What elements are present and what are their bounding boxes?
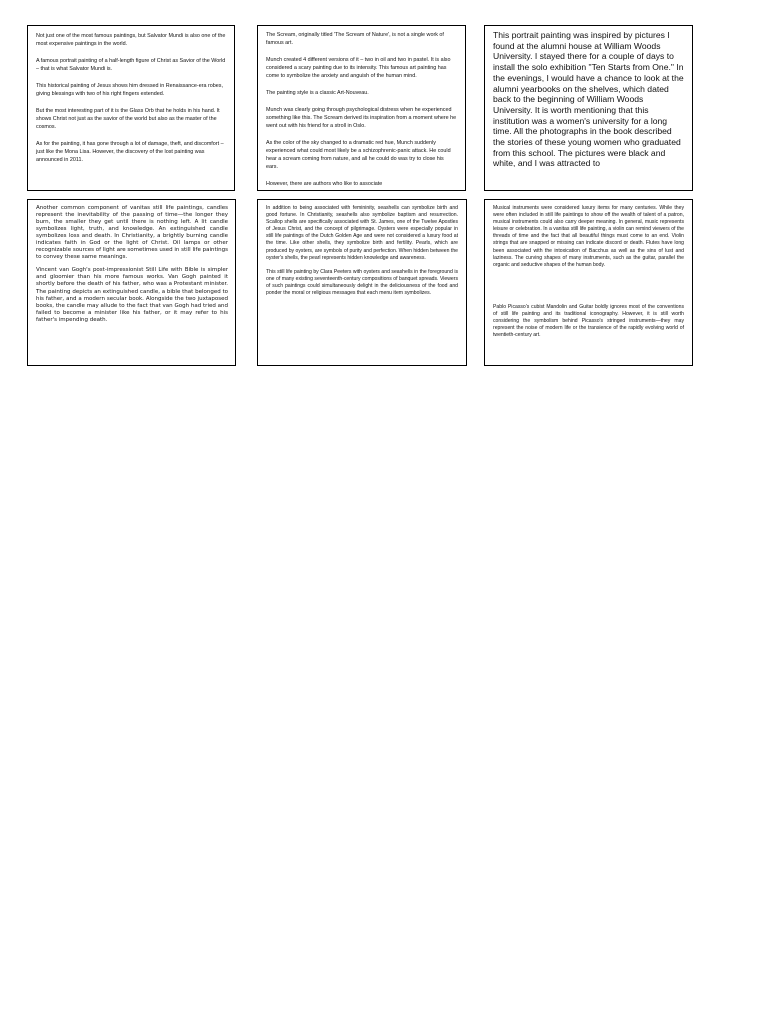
scream-paragraph-5: As the color of the sky changed to a dramatic red hue, Munch suddenly experienced what could most likely be a schizophrenic-panic attack. He could hear a scream coming from nature, and all he could do was try to close his ears.: [266, 140, 451, 170]
the-scream-text-box: [257, 25, 466, 191]
portrait-painting-text-box: [484, 25, 693, 191]
seashell-paragraph-1: In addition to being associated with femininity, seashells can symbolize birth and good fortune. In Christianity, seashells also symbolize baptism and resurrection. Scallop shells are specifically associated with St. James, one of the Twelve Apostles of Jesus Christ, and the concept of pilgrimage. Oysters were especially popular in still life paintings of the Dutch Golden Age and were not considered a luxury food at the time. Like other shells, they symbolize birth and fertility. Pearls, which are produced by oysters, are symbols of purity and perfection. When hidden between the oyster's shells, the pearl represents hidden knowledge and awareness.: [266, 205, 458, 261]
music-paragraph-2: Pablo Picasso's cubist Mandolin and Guitar boldly ignores most of the conventions of still life painting and its traditional iconography. However, it is still worth considering the symbolism behind Picasso's stringed instruments—they may represent the noise of modern life or the transience of the rapidly evolving world of twentieth-century art.: [493, 303, 684, 339]
salvator-paragraph-3: This historical painting of Jesus shows him dressed in Renaissance-era robes, giving blessings with two of his right fingers extended.: [36, 83, 223, 97]
music-paragraph-1: Musical instruments were considered luxury items for many centuries. While they were often included in still life paintings to show off the wealth of talent of a patron, musical instruments could also carry deeper meaning. In general, music represents leisure or celebration. In a vanitas still life painting, a violin can remind viewers of the threads of time and the fact that all beautiful things must come to an end. Violin strings that are snapped or missing can indicate discord or death. Flutes have long been associated with the intoxication of Bacchus as well as the sins of lust and laziness. The curving shapes of many instruments, such as the guitar, parallel the organic and seductive shapes of the human body.: [493, 205, 684, 268]
scream-paragraph-3: The painting style is a classic Art-Nouveau.: [266, 90, 369, 96]
vanitas-candles-text-box: [27, 199, 236, 366]
vanitas-paragraph-1: Another common component of vanitas still life paintings, candles represent the inevitability of the passing of time—the longer they burn, the smaller they get until there is nothing left. A lit candle symbolizes light, truth, and knowledge. An extinguished candle symbolizes loss and death. In Christianity, a brightly burning candle indicates faith in God or the light of Christ. Oil lamps or other recognizable sources of light are sometimes used in still life paintings to convey these same meanings.: [36, 205, 228, 261]
salvator-paragraph-2: A famous portrait painting of a half-length figure of Christ as Savior of the World – that is what Salvator Mundi is.: [36, 58, 226, 72]
seashell-paragraph-2: This still life painting by Clara Peeters with oysters and seashells in the foreground is one of many existing seventeenth-century compositions of banquet spreads. Viewers of such paintings could simultaneously delight in the deliciousness of the food and ponder the moral or religious messages that each menu item symbolizes.: [266, 268, 458, 297]
scream-paragraph-2: Munch created 4 different versions of it – two in oil and two in pastel. It is also considered a scary painting due to its intensity. This famous art painting has come to symbolize the anxiety and anguish of the human mind.: [266, 57, 451, 79]
salvator-paragraph-4: But the most interesting part of it is the Glass Orb that he holds in his hand. It shows Christ not just as the savior of the world but also as the master of the cosmos.: [36, 108, 220, 130]
salvator-mundi-text-box: [27, 25, 235, 191]
portrait-paragraph: This portrait painting was inspired by pictures I found at the alumni house at William Woods University. I stayed there for a couple of days to install the solo exhibition "Ten Starts from One." In the evenings, I would have a chance to look at the alumni yearbooks on the shelves, which dated back to the beginning of William Woods University. It is worth mentioning that this institution was a women's university for a long time. All the photographs in the book described the stories of these young women who graduated from this school. The pictures were black and white, and I was attracted to: [493, 30, 684, 169]
scream-paragraph-4: Munch was clearly going through psychological distress when he experienced something like this. The Scream derived its inspiration from a moment where he went out with his friend for a stroll in Oslo.: [266, 107, 457, 129]
scream-paragraph-1: The Scream, originally titled 'The Scream of Nature', is not a single work of famous art.: [266, 32, 444, 46]
musical-instruments-text-box: [484, 199, 693, 366]
salvator-paragraph-1: Not just one of the most famous paintings, but Salvator Mundi is also one of the most expensive paintings in the world.: [36, 33, 226, 47]
seashells-text-box: [257, 199, 467, 366]
vanitas-paragraph-2: Vincent van Gogh's post-impressionist Still Life with Bible is simpler and gloomier than his more famous works. Van Gogh painted it shortly before the death of his father, who was a Protestant minister. The painting depicts an extinguished candle, a bible that belonged to his father, and a modern secular book. Alongside the two juxtaposed books, the candle may allude to the fact that van Gogh had tried and failed to become a minister like his father, or it may refer to his father's impending death.: [36, 267, 228, 323]
scream-paragraph-6: However, there are authors who like to associate: [266, 181, 383, 187]
salvator-paragraph-5: As for the painting, it has gone through a lot of damage, theft, and discomfort – just like the Mona Lisa. However, the discovery of the lost painting was announced in 2011.: [36, 141, 224, 163]
